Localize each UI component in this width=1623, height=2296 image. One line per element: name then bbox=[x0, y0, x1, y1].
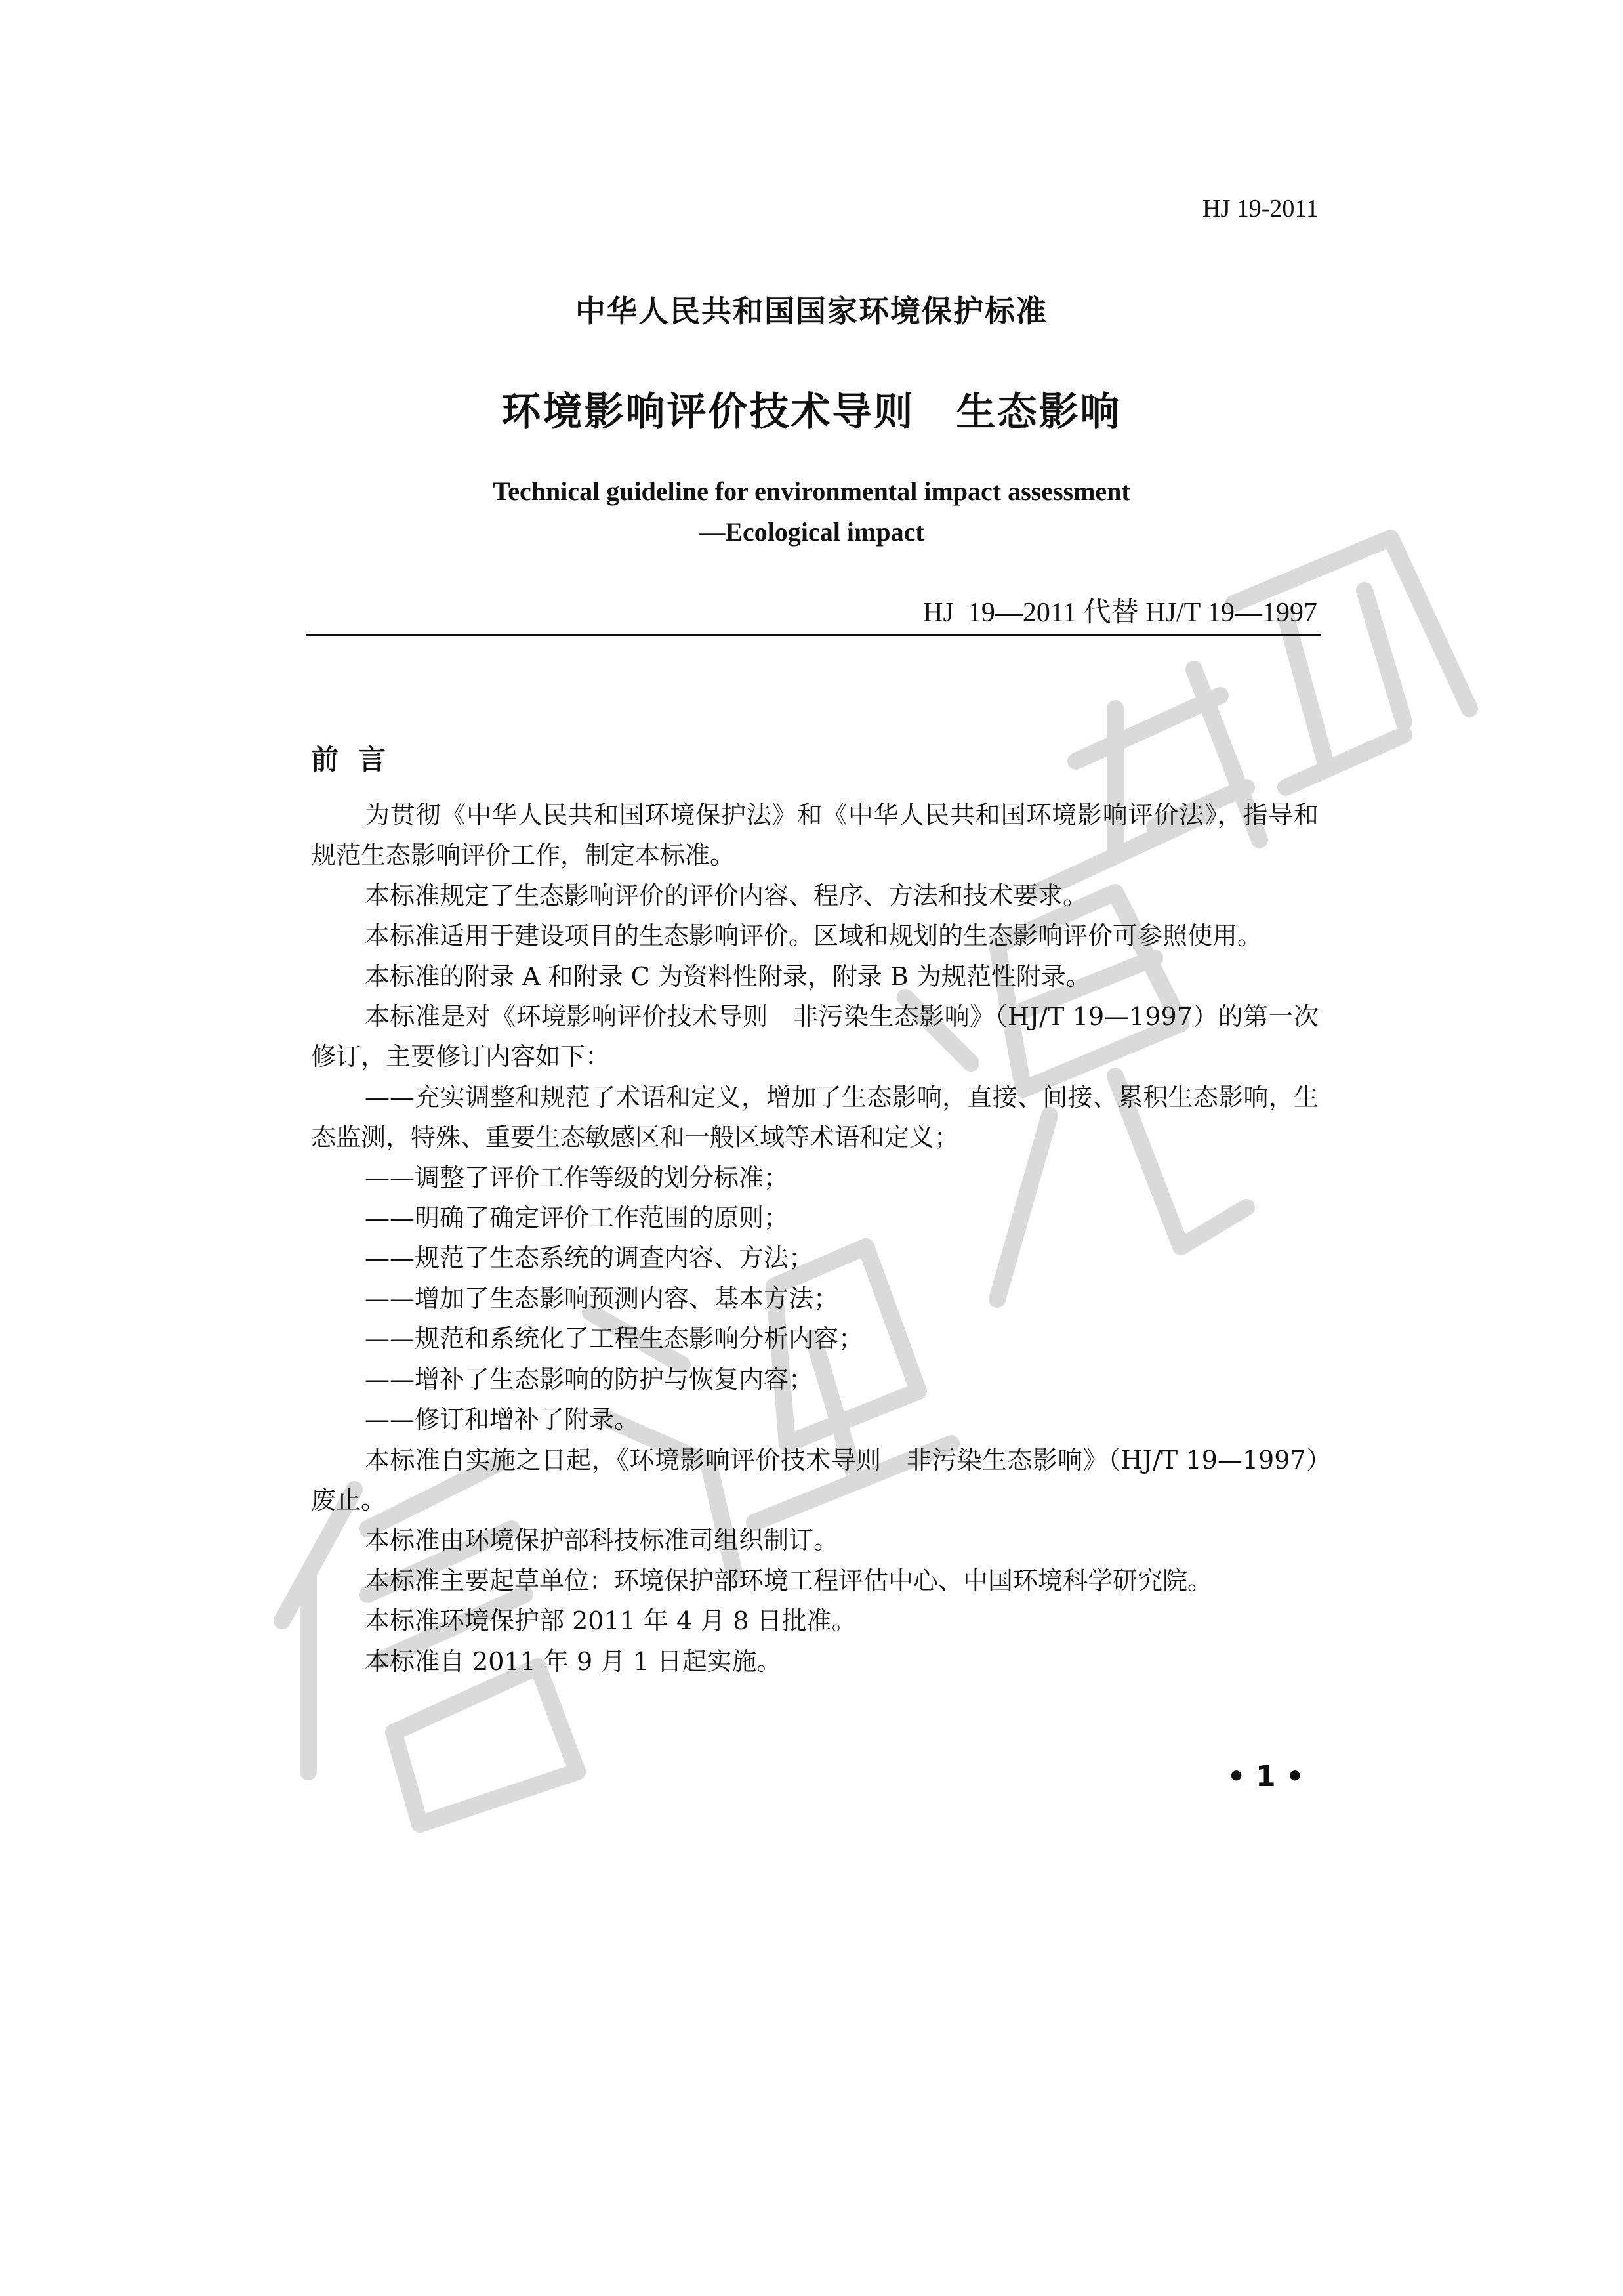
header-divider bbox=[306, 634, 1321, 636]
foreword-body bbox=[311, 795, 1319, 1682]
foreword-paragraph: 本标准环境保护部 2011 年 4 月 8 日批准。 bbox=[365, 1606, 857, 1636]
standard-replacement-line: HJ 19—2011 代替 HJ/T 19—1997 bbox=[923, 598, 1317, 628]
foreword-list-item: ——规范了生态系统的调查内容、方法； bbox=[365, 1243, 814, 1273]
foreword-list-item: ——规范和系统化了工程生态影响分析内容； bbox=[365, 1324, 864, 1354]
foreword-list-item: ——修订和增补了附录。 bbox=[365, 1405, 640, 1434]
foreword-paragraph: 为贯彻《中华人民共和国环境保护法》和《中华人民共和国环境影响评价法》，指导和规范生态影响评价工作，制定本标准。 bbox=[311, 801, 1319, 870]
foreword-list-item: ——增补了生态影响的防护与恢复内容； bbox=[365, 1364, 814, 1394]
foreword-list-item: ——调整了评价工作等级的划分标准； bbox=[365, 1163, 789, 1192]
foreword-list-item: ——明确了确定评价工作范围的原则； bbox=[365, 1203, 789, 1233]
english-title-line-2: —Ecological impact bbox=[699, 517, 924, 547]
foreword-heading: 前言 bbox=[311, 743, 406, 776]
foreword-paragraph: 本标准适用于建设项目的生态影响评价。区域和规划的生态影响评价可参照使用。 bbox=[365, 921, 1263, 951]
issuer-title: 中华人民共和国国家环境保护标准 bbox=[575, 293, 1048, 329]
foreword-paragraph: 本标准自实施之日起，《环境影响评价技术导则 非污染生态影响》（HJ/T 19—1997）废止。 bbox=[311, 1445, 1319, 1514]
standard-title-chinese: 环境影响评价技术导则 生态影响 bbox=[501, 389, 1122, 435]
standard-code-header: HJ 19-2011 bbox=[1202, 195, 1319, 222]
foreword-paragraph: 本标准是对《环境影响评价技术导则 非污染生态影响》（HJ/T 19—1997）的第一次修订，主要修订内容如下： bbox=[311, 1002, 1319, 1072]
english-title-line-1: Technical guideline for environmental impact assessment bbox=[493, 476, 1130, 506]
standard-title-english bbox=[0, 471, 1623, 553]
foreword-paragraph: 本标准由环境保护部科技标准司组织制订。 bbox=[365, 1526, 839, 1555]
foreword-list-item: ——增加了生态影响预测内容、基本方法； bbox=[365, 1284, 839, 1313]
foreword-paragraph: 本标准的附录 A 和附录 C 为资料性附录，附录 B 为规范性附录。 bbox=[365, 961, 1091, 991]
foreword-paragraph: 本标准主要起草单位：环境保护部环境工程评估中心、中国环境科学研究院。 bbox=[365, 1566, 1213, 1595]
foreword-paragraph: 本标准自 2011 年 9 月 1 日起实施。 bbox=[365, 1646, 782, 1676]
foreword-paragraph: 本标准规定了生态影响评价的评价内容、程序、方法和技术要求。 bbox=[365, 881, 1088, 910]
foreword-list-item: ——充实调整和规范了术语和定义，增加了生态影响，直接、间接、累积生态影响，生态监测，特殊、重要生态敏感区和一般区域等术语和定义； bbox=[311, 1082, 1319, 1152]
page-number: • 1 • bbox=[1227, 1760, 1304, 1793]
